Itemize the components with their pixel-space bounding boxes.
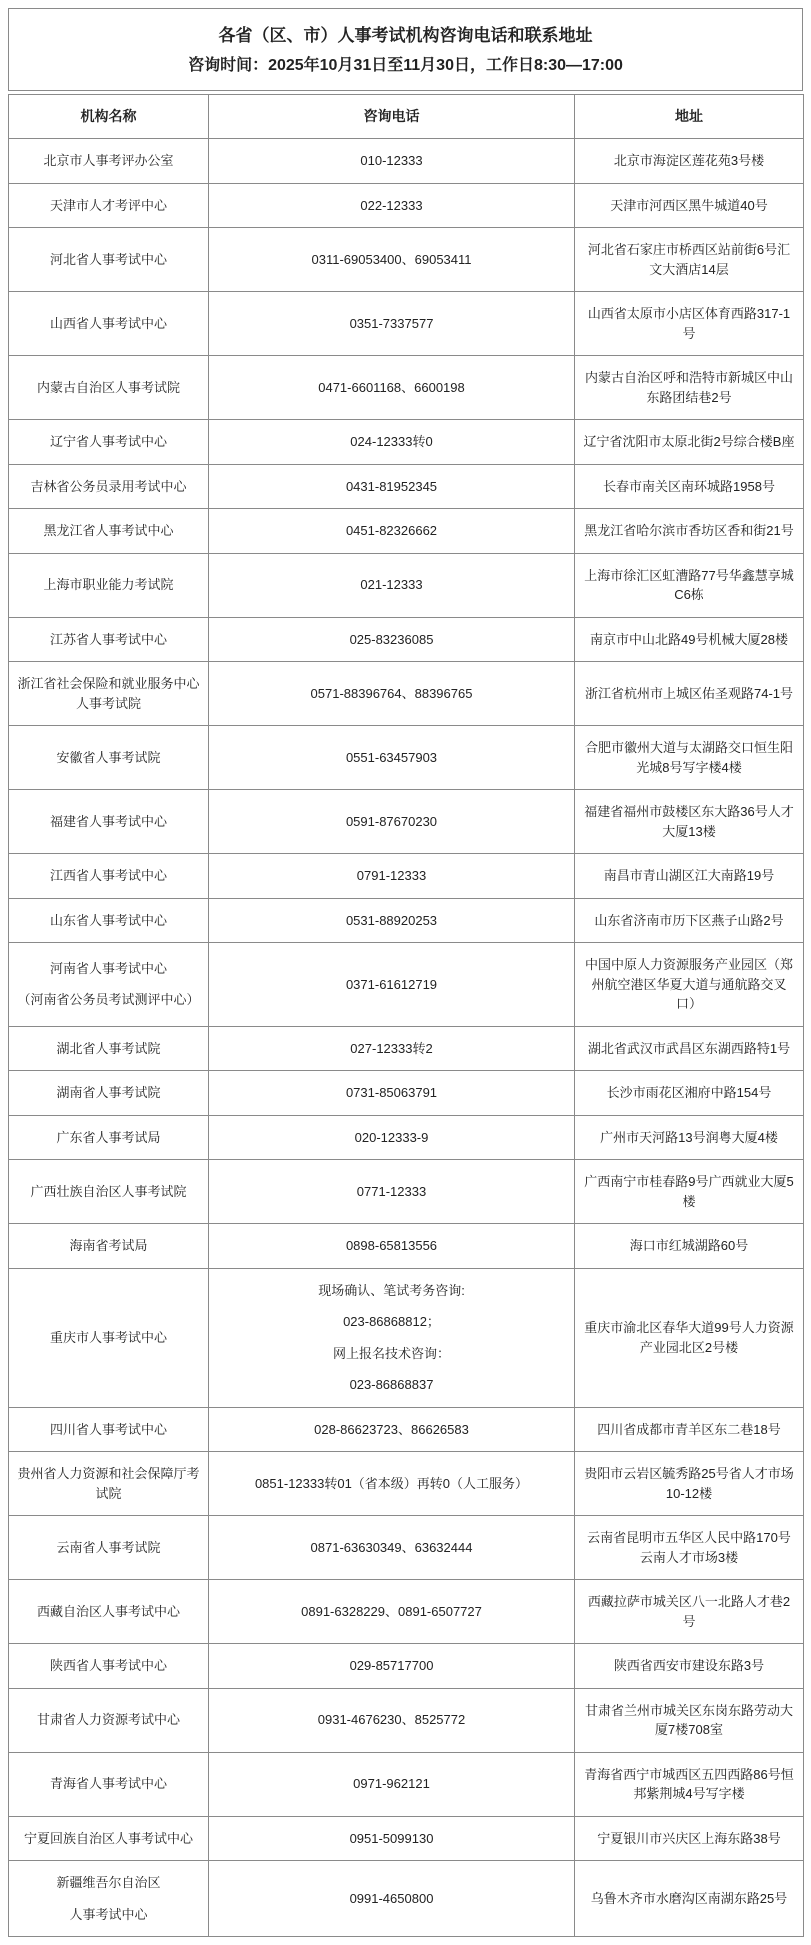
- address-text: 辽宁省沈阳市太原北街2号综合楼B座: [583, 434, 795, 450]
- table-row: [9, 1115, 804, 1160]
- phone-line: 0791-12333: [356, 868, 427, 884]
- org-name-cell: [9, 1268, 209, 1407]
- col-header-address: 地址: [575, 95, 804, 139]
- org-name-cell: [9, 1224, 209, 1269]
- phone-line: 0971-962121: [353, 1776, 430, 1792]
- phone-line: 0951-5099130: [349, 1830, 434, 1846]
- address-cell: [575, 464, 804, 509]
- address-text: 长沙市雨花区湘府中路154号: [606, 1085, 772, 1101]
- address-text: 广州市天河路13号润粤大厦4楼: [600, 1129, 778, 1145]
- address-cell: [575, 790, 804, 854]
- org-name-line: 贵州省人力资源和社会保障厅考试院: [17, 1466, 200, 1501]
- table-row: [9, 420, 804, 465]
- org-name-line: 江西省人事考试中心: [49, 868, 167, 884]
- org-name-line: 西藏自治区人事考试中心: [36, 1603, 180, 1619]
- phone-line: 现场确认、笔试考务咨询:: [318, 1282, 465, 1298]
- phone-cell: [209, 1224, 575, 1269]
- phone-line: 0571-88396764、88396765: [310, 685, 473, 701]
- table-row: [9, 1516, 804, 1580]
- table-row: [9, 1752, 804, 1816]
- phone-line: 0371-61612719: [345, 976, 438, 992]
- address-cell: [575, 1115, 804, 1160]
- phone-cell: [209, 1071, 575, 1116]
- phone-line: 网上报名技术咨询：: [332, 1345, 450, 1361]
- table-row: [9, 790, 804, 854]
- address-cell: [575, 1160, 804, 1224]
- phone-line: 0731-85063791: [345, 1085, 438, 1101]
- phone-line: 0531-88920253: [345, 912, 438, 928]
- org-name-cell: [9, 1115, 209, 1160]
- org-name-cell: [9, 1816, 209, 1861]
- address-text: 青海省西宁市城西区五四西路86号恒邦紫荆城4号写字楼: [584, 1766, 794, 1802]
- phone-cell: [209, 1861, 575, 1937]
- phone-line: 025-83236085: [349, 631, 434, 647]
- address-text: 四川省成都市青羊区东二巷18号: [597, 1421, 781, 1437]
- phone-line: 010-12333: [360, 153, 423, 169]
- phone-line: 0851-12333转01（省本级）再转0（人工服务）: [254, 1475, 529, 1491]
- phone-line: 0351-7337577: [349, 315, 434, 331]
- table-body: [9, 139, 804, 1937]
- phone-line: 0891-6328229、0891-6507727: [301, 1603, 482, 1619]
- org-name-line: 湖北省人事考试院: [56, 1040, 161, 1056]
- org-name-line: 北京市人事考评办公室: [43, 153, 174, 169]
- org-name-cell: [9, 228, 209, 292]
- table-row: [9, 1861, 804, 1937]
- address-cell: [575, 1224, 804, 1269]
- phone-cell: [209, 553, 575, 617]
- address-cell: [575, 1407, 804, 1452]
- table-row: [9, 943, 804, 1027]
- org-name-cell: [9, 662, 209, 726]
- phone-cell: [209, 726, 575, 790]
- table-row: [9, 854, 804, 899]
- org-name-cell: [9, 854, 209, 899]
- org-name-line: 新疆维吾尔自治区: [56, 1875, 161, 1891]
- phone-line: 0991-4650800: [349, 1890, 434, 1906]
- address-text: 长春市南关区南环城路1958号: [603, 478, 775, 494]
- phone-cell: [209, 854, 575, 899]
- address-text: 内蒙古自治区呼和浩特市新城区中山东路团结巷2号: [584, 370, 793, 405]
- org-name-line: （河南省公务员考试测评中心）: [17, 992, 200, 1008]
- table-row: [9, 1407, 804, 1452]
- phone-cell: [209, 1688, 575, 1752]
- org-name-cell: [9, 464, 209, 509]
- phone-cell: [209, 1407, 575, 1452]
- org-name-line: 宁夏回族自治区人事考试中心: [23, 1830, 193, 1846]
- phone-line: 0591-87670230: [345, 813, 438, 829]
- address-cell: [575, 1861, 804, 1937]
- phone-line: 024-12333转0: [350, 434, 433, 450]
- table-row: [9, 1644, 804, 1689]
- table-row: [9, 1268, 804, 1407]
- address-cell: [575, 1688, 804, 1752]
- org-name-cell: [9, 292, 209, 356]
- phone-line: 020-12333-9: [354, 1129, 429, 1145]
- address-cell: [575, 1071, 804, 1116]
- table-header: [9, 95, 804, 139]
- phone-cell: [209, 509, 575, 554]
- address-cell: [575, 553, 804, 617]
- phone-cell: [209, 1026, 575, 1071]
- table-row: [9, 1816, 804, 1861]
- phone-cell: [209, 943, 575, 1027]
- phone-line: 022-12333: [360, 197, 423, 213]
- address-text: 山西省太原市小店区体育西路317-1号: [587, 306, 791, 341]
- col-header-phone: 咨询电话: [209, 95, 575, 139]
- org-name-line: 广西壮族自治区人事考试院: [30, 1183, 187, 1199]
- address-cell: [575, 1516, 804, 1580]
- table-row: [9, 509, 804, 554]
- org-name-cell: [9, 553, 209, 617]
- phone-cell: [209, 1516, 575, 1580]
- address-text: 重庆市渝北区春华大道99号人力资源产业园北区2号楼: [584, 1320, 794, 1355]
- col-header-org-name: 机构名称: [9, 95, 209, 139]
- phone-line: 028-86623723、86626583: [314, 1421, 469, 1437]
- org-name-cell: [9, 1160, 209, 1224]
- title-box: [8, 8, 803, 91]
- phone-cell: [209, 790, 575, 854]
- phone-line: 0871-63630349、63632444: [310, 1539, 473, 1555]
- address-text: 山东省济南市历下区燕子山路2号: [594, 912, 784, 928]
- phone-cell: [209, 1816, 575, 1861]
- phone-line: 0931-4676230、8525772: [317, 1712, 466, 1728]
- address-text: 海口市红城湖路60号: [629, 1238, 749, 1254]
- header-row: [9, 95, 804, 139]
- phone-cell: [209, 1580, 575, 1644]
- org-name-cell: [9, 617, 209, 662]
- org-name-cell: [9, 1071, 209, 1116]
- org-name-line: 内蒙古自治区人事考试院: [36, 379, 180, 395]
- address-text: 陕西省西安市建设东路3号: [613, 1658, 765, 1674]
- org-name-line: 湖南省人事考试院: [56, 1085, 161, 1101]
- org-name-cell: [9, 1580, 209, 1644]
- address-cell: [575, 854, 804, 899]
- address-text: 上海市徐汇区虹漕路77号华鑫慧享城C6栋: [584, 567, 794, 603]
- address-cell: [575, 356, 804, 420]
- phone-cell: [209, 1115, 575, 1160]
- address-cell: [575, 1452, 804, 1516]
- phone-cell: [209, 292, 575, 356]
- phone-line: 027-12333转2: [350, 1040, 433, 1056]
- page-title: 各省（区、市）人事考试机构咨询电话和联系地址: [218, 26, 593, 45]
- phone-line: 0431-81952345: [345, 478, 438, 494]
- table-row: [9, 726, 804, 790]
- table-row: [9, 139, 804, 184]
- phone-cell: [209, 228, 575, 292]
- org-name-line: 山东省人事考试中心: [49, 912, 167, 928]
- address-cell: [575, 1644, 804, 1689]
- phone-cell: [209, 1752, 575, 1816]
- table-row: [9, 1688, 804, 1752]
- address-cell: [575, 617, 804, 662]
- address-text: 天津市河西区黑牛城道40号: [610, 197, 768, 213]
- org-name-line: 辽宁省人事考试中心: [49, 434, 167, 450]
- phone-cell: [209, 464, 575, 509]
- address-text: 宁夏银川市兴庆区上海东路38号: [597, 1830, 781, 1846]
- table-row: [9, 1224, 804, 1269]
- org-name-line: 重庆市人事考试中心: [49, 1329, 167, 1345]
- phone-line: 029-85717700: [349, 1658, 434, 1674]
- phone-cell: [209, 420, 575, 465]
- table-row: [9, 1160, 804, 1224]
- phone-cell: [209, 617, 575, 662]
- address-cell: [575, 898, 804, 943]
- contact-table: [8, 94, 804, 1937]
- org-name-cell: [9, 898, 209, 943]
- phone-cell: [209, 898, 575, 943]
- phone-line: 023-86868837: [349, 1377, 434, 1393]
- org-name-line: 甘肃省人力资源考试中心: [36, 1712, 180, 1728]
- table-row: [9, 1026, 804, 1071]
- org-name-cell: [9, 1752, 209, 1816]
- org-name-cell: [9, 183, 209, 228]
- org-name-line: 陕西省人事考试中心: [49, 1658, 167, 1674]
- address-cell: [575, 1752, 804, 1816]
- table-row: [9, 1452, 804, 1516]
- address-cell: [575, 1026, 804, 1071]
- address-text: 广西南宁市桂春路9号广西就业大厦5楼: [584, 1174, 794, 1209]
- address-text: 北京市海淀区莲花苑3号楼: [613, 153, 765, 169]
- phone-cell: [209, 1268, 575, 1407]
- org-name-line: 浙江省社会保险和就业服务中心人事考试院: [17, 676, 200, 711]
- org-name-cell: [9, 726, 209, 790]
- org-name-line: 福建省人事考试中心: [49, 813, 167, 829]
- org-name-line: 云南省人事考试院: [56, 1539, 161, 1555]
- phone-cell: [209, 183, 575, 228]
- phone-cell: [209, 356, 575, 420]
- org-name-line: 江苏省人事考试中心: [49, 631, 167, 647]
- address-text: 河北省石家庄市桥西区站前街6号汇文大酒店14层: [587, 242, 791, 277]
- org-name-line: 黑龙江省人事考试中心: [43, 523, 174, 539]
- phone-cell: [209, 1644, 575, 1689]
- table-row: [9, 292, 804, 356]
- address-text: 福建省福州市鼓楼区东大路36号人才大厦13楼: [584, 804, 794, 839]
- address-text: 甘肃省兰州市城关区东岗东路劳动大厦7楼708室: [584, 1702, 793, 1738]
- address-text: 南京市中山北路49号机械大厦28楼: [590, 631, 788, 647]
- org-name-cell: [9, 1407, 209, 1452]
- org-name-cell: [9, 420, 209, 465]
- phone-line: 023-86868812；: [343, 1314, 440, 1330]
- address-cell: [575, 1816, 804, 1861]
- org-name-line: 天津市人才考评中心: [49, 197, 167, 213]
- org-name-line: 吉林省公务员录用考试中心: [30, 478, 187, 494]
- org-name-line: 人事考试中心: [69, 1906, 148, 1922]
- address-cell: [575, 139, 804, 184]
- address-text: 云南省昆明市五华区人民中路170号云南人才市场3楼: [587, 1530, 791, 1565]
- address-cell: [575, 292, 804, 356]
- org-name-cell: [9, 509, 209, 554]
- address-cell: [575, 509, 804, 554]
- org-name-cell: [9, 1644, 209, 1689]
- org-name-cell: [9, 1516, 209, 1580]
- phone-line: 0451-82326662: [345, 523, 438, 539]
- table-row: [9, 617, 804, 662]
- phone-cell: [209, 662, 575, 726]
- org-name-line: 广东省人事考试局: [56, 1129, 161, 1145]
- phone-cell: [209, 1452, 575, 1516]
- phone-cell: [209, 139, 575, 184]
- org-name-cell: [9, 790, 209, 854]
- org-name-line: 河北省人事考试中心: [49, 251, 167, 267]
- address-cell: [575, 420, 804, 465]
- address-text: 合肥市徽州大道与太湖路交口恒生阳光城8号写字楼4楼: [584, 740, 793, 775]
- table-row: [9, 898, 804, 943]
- org-name-line: 河南省人事考试中心: [49, 960, 167, 976]
- org-name-cell: [9, 943, 209, 1027]
- org-name-cell: [9, 1026, 209, 1071]
- table-row: [9, 553, 804, 617]
- address-text: 湖北省武汉市武昌区东湖西路特1号: [587, 1040, 791, 1056]
- phone-line: 0898-65813556: [345, 1238, 438, 1254]
- address-text: 贵阳市云岩区毓秀路25号省人才市场10-12楼: [584, 1466, 794, 1501]
- table-row: [9, 464, 804, 509]
- table-row: [9, 1071, 804, 1116]
- page-subtitle: 咨询时间：2025年10月31日至11月30日，工作日8:30—17:00: [188, 57, 623, 75]
- address-cell: [575, 662, 804, 726]
- table-row: [9, 183, 804, 228]
- phone-line: 021-12333: [360, 577, 423, 593]
- address-cell: [575, 1268, 804, 1407]
- phone-cell: [209, 1160, 575, 1224]
- org-name-cell: [9, 139, 209, 184]
- org-name-line: 四川省人事考试中心: [49, 1421, 167, 1437]
- org-name-cell: [9, 1861, 209, 1937]
- table-row: [9, 228, 804, 292]
- phone-line: 0771-12333: [356, 1183, 427, 1199]
- org-name-cell: [9, 1688, 209, 1752]
- address-text: 乌鲁木齐市水磨沟区南湖东路25号: [590, 1890, 788, 1906]
- address-text: 浙江省杭州市上城区佑圣观路74-1号: [584, 685, 794, 701]
- address-cell: [575, 726, 804, 790]
- table-row: [9, 662, 804, 726]
- address-text: 南昌市青山湖区江大南路19号: [603, 868, 775, 884]
- address-cell: [575, 1580, 804, 1644]
- org-name-line: 青海省人事考试中心: [49, 1776, 167, 1792]
- phone-line: 0471-6601168、6600198: [318, 379, 465, 395]
- org-name-line: 安徽省人事考试院: [56, 749, 161, 765]
- org-name-cell: [9, 1452, 209, 1516]
- org-name-line: 山西省人事考试中心: [49, 315, 167, 331]
- table-row: [9, 356, 804, 420]
- address-cell: [575, 228, 804, 292]
- address-cell: [575, 943, 804, 1027]
- phone-line: 0551-63457903: [345, 749, 438, 765]
- org-name-cell: [9, 356, 209, 420]
- address-cell: [575, 183, 804, 228]
- table-row: [9, 1580, 804, 1644]
- org-name-line: 上海市职业能力考试院: [43, 577, 174, 593]
- address-text: 黑龙江省哈尔滨市香坊区香和街21号: [584, 523, 794, 539]
- address-text: 中国中原人力资源服务产业园区（郑州航空港区华夏大道与通航路交叉口）: [584, 957, 793, 1012]
- phone-line: 0311-69053400、69053411: [311, 251, 472, 267]
- address-text: 西藏拉萨市城关区八一北路人才巷2号: [587, 1594, 791, 1629]
- org-name-line: 海南省考试局: [69, 1238, 148, 1254]
